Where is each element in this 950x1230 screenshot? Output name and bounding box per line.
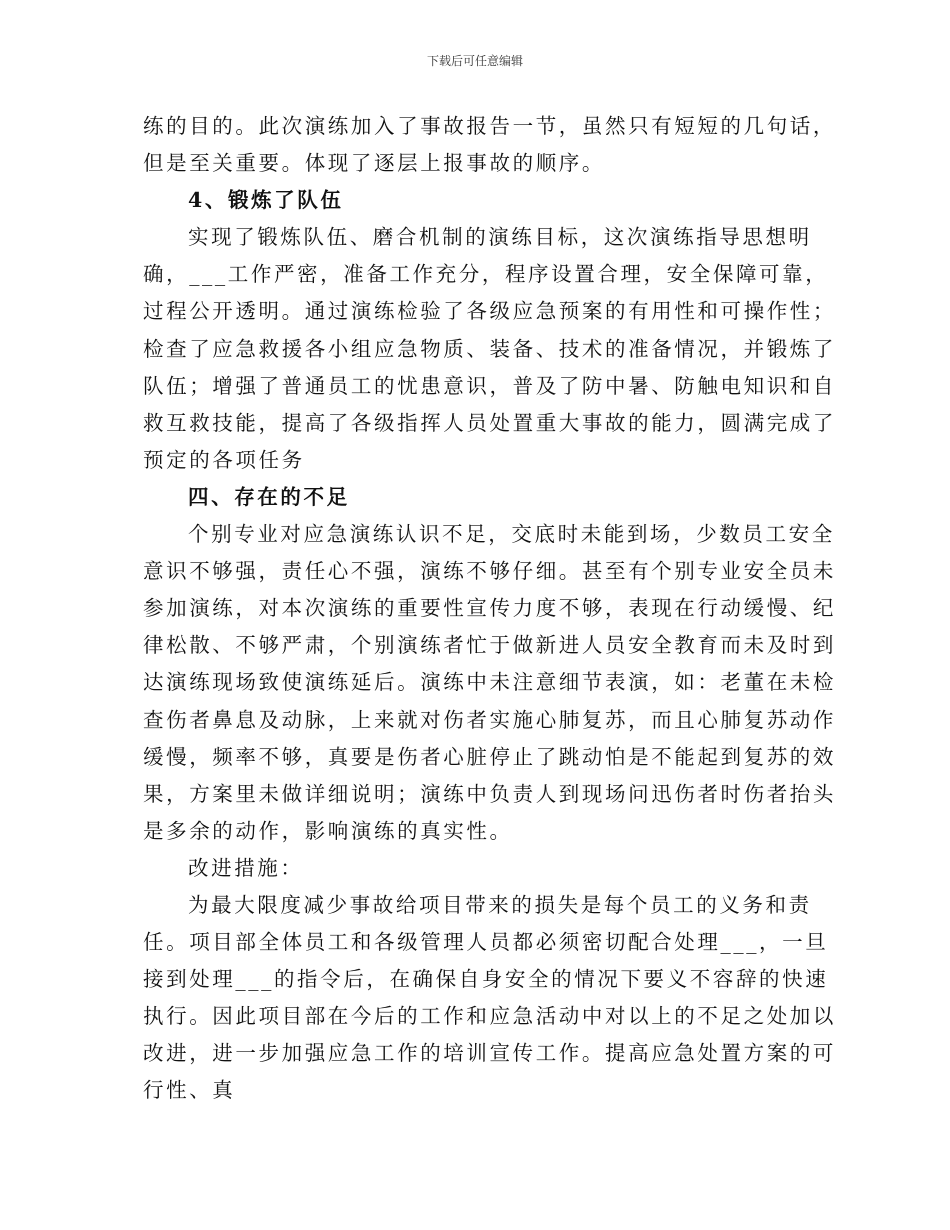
section-heading-shortcomings: 四、存在的不足 [188, 484, 350, 509]
document-body [143, 108, 843, 1110]
paragraph-team-training: 实现了锻炼队伍、磨合机制的演练目标，这次演练指导思想明确，___工作严密，准备工作充分，程序设置合理，安全保障可靠，过程公开透明。通过演练检验了各级应急预案的有用性和可操作性；检查了应急救援各小组应急物质、装备、技术的准备情况，并锻炼了队伍；增强了普通员工的忧患意识，普及了防中暑、防触电知识和自救互救技能，提高了各级指挥人员处置重大事故的能力，圆满完成了预定的各项任务 [143, 225, 836, 472]
paragraph-purpose: 练的目的。此次演练加入了事故报告一节，虽然只有短短的几句话，但是至关重要。体现了逐层上报事故的顺序。 [143, 114, 836, 176]
page-header: 下载后可任意编辑 [426, 54, 523, 68]
section-heading-team-training: 4、锻炼了队伍 [188, 188, 344, 213]
paragraph-improvement-measures: 为最大限度减少事故给项目带来的损失是每个员工的义务和责任。项目部全体员工和各级管理人员都必须密切配合处理___，一旦接到处理___的指令后，在确保自身安全的情况下要义不容辞的快速执行。因此项目部在今后的工作和应急活动中对以上的不足之处加以改进，进一步加强应急工作的培训宣传工作。提高应急处置方案的可行性、真 [143, 892, 836, 1103]
paragraph-shortcomings: 个别专业对应急演练认识不足，交底时未能到场，少数员工安全意识不够强，责任心不强，演练不够仔细。甚至有个别专业安全员未参加演练，对本次演练的重要性宣传力度不够，表现在行动缓慢、纪律松散、不够严肃，个别演练者忙于做新进人员安全教育而未及时到达演练现场致使演练延后。演练中未注意细节表演，如：老董在未检查伤者鼻息及动脉，上来就对伤者实施心肺复苏，而且心肺复苏动作缓慢，频率不够，真要是伤者心脏停止了跳动怕是不能起到复苏的效果，方案里未做详细说明；演练中负责人到现场问迅伤者时伤者抬头是多余的动作，影响演练的真实性。 [143, 522, 836, 843]
paragraph-improvement-label: 改进措施： [188, 855, 304, 880]
